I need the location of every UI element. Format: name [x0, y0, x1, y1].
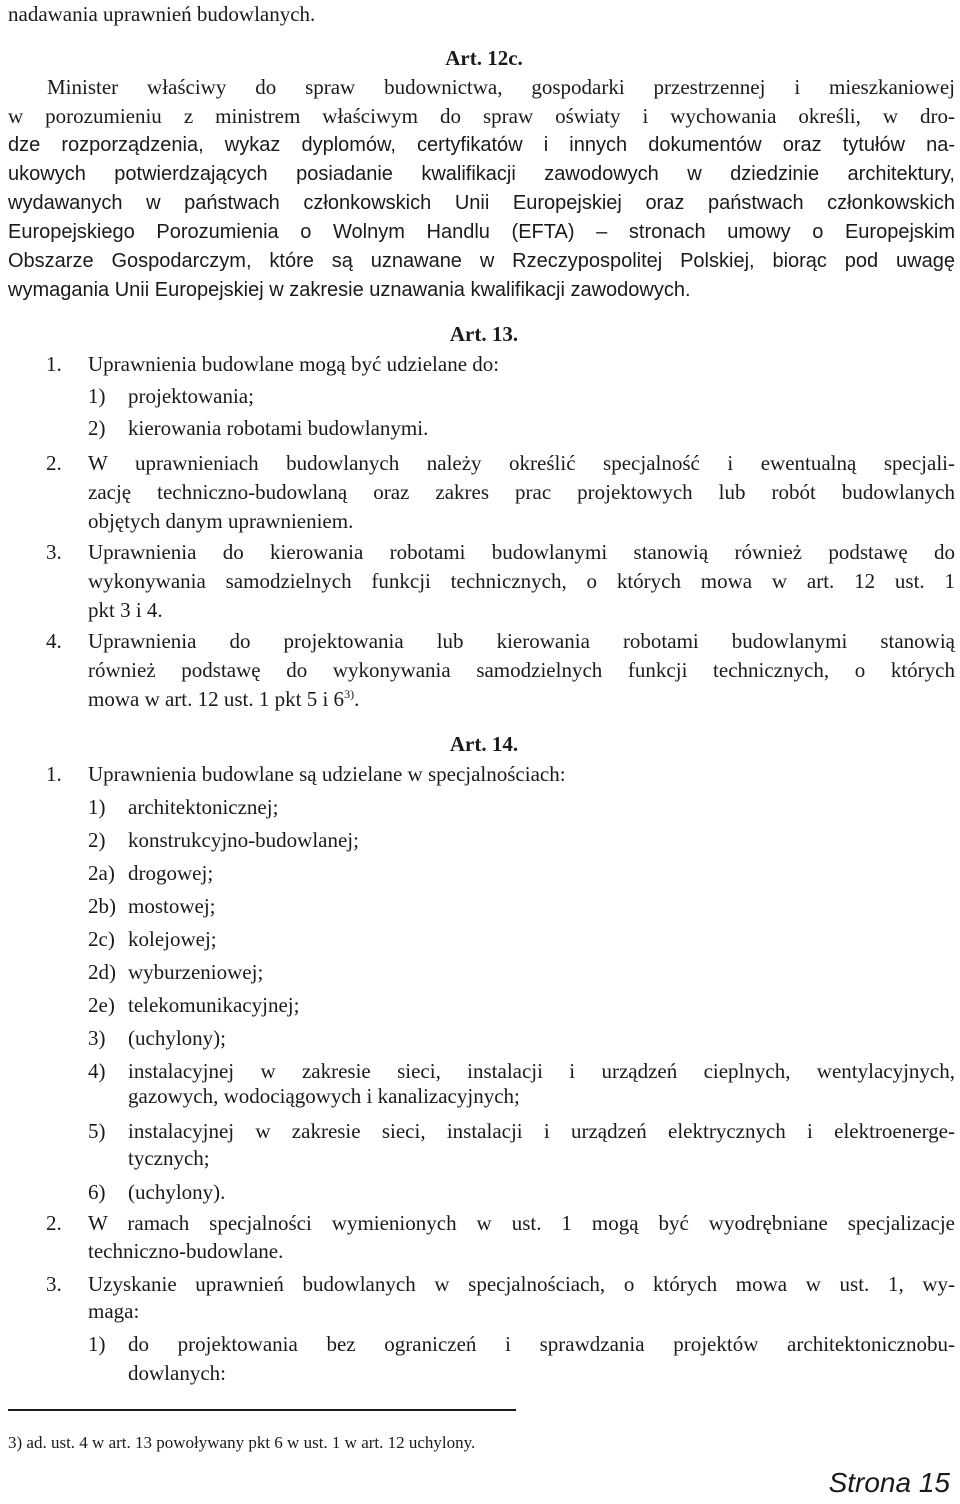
item-number: 2e): [88, 993, 115, 1017]
art-12c-line: Europejskiego Porozumienia o Wolnym Handlu (EFTA) – stronach umowy o Europejskim: [8, 221, 955, 243]
item-number: 2): [88, 828, 106, 852]
art-12c-line: Obszarze Gospodarczym, które są uznawane w Rzeczypospolitej Polskiej, biorąc pod uwagę: [8, 250, 955, 272]
art-12c-line: w porozumieniu z ministrem właściwym do spraw oświaty i wychowania określi, w dro-: [8, 104, 955, 128]
art-12c-line: wydawanych w państwach członkowskich Unii Europejskiej oraz państwach członkowskich: [8, 192, 955, 214]
paragraph-number: 1.: [46, 762, 62, 786]
art-12c-line: ukowych potwierdzających posiadanie kwalifikacji zawodowych w dziedzinie architektury,: [8, 163, 955, 185]
item-text: konstrukcyjno-budowlanej;: [128, 828, 359, 852]
item-number: 2): [88, 416, 106, 440]
paragraph-line: W uprawnieniach budowlanych należy określić specjalność i ewentualną specjali-: [88, 451, 955, 475]
item-line: dowlanych:: [128, 1361, 226, 1385]
sentence-end: .: [354, 687, 360, 711]
item-line: instalacyjnej w zakresie sieci, instalacji i urządzeń elektrycznych i elektroenerge-: [128, 1119, 955, 1143]
item-text: architektonicznej;: [128, 795, 279, 819]
paragraph-line: Uprawnienia do projektowania lub kierowania robotami budowlanymi stanowią: [88, 629, 955, 653]
paragraph-number: 4.: [46, 629, 62, 653]
paragraph-line: mowa w art. 12 ust. 1 pkt 5 i 6: [88, 687, 345, 711]
art-13-heading: Art. 13.: [449, 322, 519, 346]
paragraph-number: 3.: [46, 540, 62, 564]
item-text: drogowej;: [128, 861, 214, 885]
paragraph-line: Uzyskanie uprawnień budowlanych w specjalnościach, o których mowa w ust. 1, wy-: [88, 1272, 955, 1296]
paragraph-line: W ramach specjalności wymienionych w ust. 1 mogą być wyodrębniane specjalizacje: [88, 1211, 955, 1235]
footnote-text: 3) ad. ust. 4 w art. 13 powoływany pkt 6 w ust. 1 w art. 12 uchylony.: [8, 1433, 476, 1452]
paragraph-line: maga:: [88, 1299, 140, 1323]
item-text: mostowej;: [128, 894, 216, 918]
paragraph-line: techniczno-budowlane.: [88, 1239, 284, 1263]
paragraph-number: 1.: [46, 352, 62, 376]
footnote-reference[interactable]: 3): [344, 687, 355, 701]
paragraph-line: Uprawnienia do kierowania robotami budowlanymi stanowią również podstawę do: [88, 540, 955, 564]
art-14-heading: Art. 14.: [449, 732, 519, 756]
intro-line: nadawania uprawnień budowlanych.: [8, 2, 316, 26]
art-12c-heading: Art. 12c.: [445, 46, 523, 70]
paragraph-number: 2.: [46, 1211, 62, 1235]
item-text: projektowania;: [128, 384, 254, 408]
item-number: 3): [88, 1026, 106, 1050]
paragraph-number: 2.: [46, 451, 62, 475]
footnote-separator: [8, 1409, 516, 1411]
paragraph-line: objętych danym uprawnieniem.: [88, 509, 354, 533]
item-number: 1): [88, 795, 106, 819]
paragraph-line: wykonywania samodzielnych funkcji technicznych, o których mowa w art. 12 ust. 1: [88, 569, 955, 593]
item-line: tycznych;: [128, 1146, 210, 1170]
paragraph-line: zację techniczno-budowlaną oraz zakres prac projektowych lub robót budowlanych: [88, 480, 955, 504]
art-12c-line: wymagania Unii Europejskiej w zakresie uznawania kwalifikacji zawodowych.: [8, 279, 691, 301]
paragraph-line: również podstawę do wykonywania samodzielnych funkcji technicznych, o których: [88, 658, 955, 682]
item-number: 5): [88, 1119, 106, 1143]
item-line: do projektowania bez ograniczeń i sprawdzania projektów architektonicznobu-: [128, 1332, 955, 1356]
item-number: 2c): [88, 927, 115, 951]
art-12c-line: dze rozporządzenia, wykaz dyplomów, certyfikatów i innych dokumentów oraz tytułów na-: [8, 134, 955, 156]
item-line: instalacyjnej w zakresie sieci, instalacji i urządzeń cieplnych, wentylacyjnych,: [128, 1059, 955, 1083]
item-text: kolejowej;: [128, 927, 217, 951]
item-number: 2d): [88, 960, 116, 984]
paragraph-text: Uprawnienia budowlane mogą być udzielane do:: [88, 352, 500, 376]
item-text: (uchylony);: [128, 1026, 226, 1050]
item-number: 1): [88, 1332, 106, 1356]
item-line: gazowych, wodociągowych i kanalizacyjnych;: [128, 1084, 520, 1108]
paragraph-line: pkt 3 i 4.: [88, 598, 163, 622]
paragraph-line-last: [88, 685, 955, 714]
item-text: (uchylony).: [128, 1180, 226, 1204]
item-text: wyburzeniowej;: [128, 960, 264, 984]
item-number: 2b): [88, 894, 116, 918]
item-number: 1): [88, 384, 106, 408]
art-12c-line: Minister właściwy do spraw budownictwa, gospodarki przestrzennej i mieszkaniowej: [47, 75, 955, 99]
paragraph-text: Uprawnienia budowlane są udzielane w specjalnościach:: [88, 762, 566, 786]
item-number: 2a): [88, 861, 115, 885]
item-text: telekomunikacyjnej;: [128, 993, 300, 1017]
page-number: Strona 15: [828, 1467, 950, 1498]
item-text: kierowania robotami budowlanymi.: [128, 416, 429, 440]
paragraph-number: 3.: [46, 1272, 62, 1296]
item-number: 6): [88, 1180, 106, 1204]
item-number: 4): [88, 1059, 106, 1083]
